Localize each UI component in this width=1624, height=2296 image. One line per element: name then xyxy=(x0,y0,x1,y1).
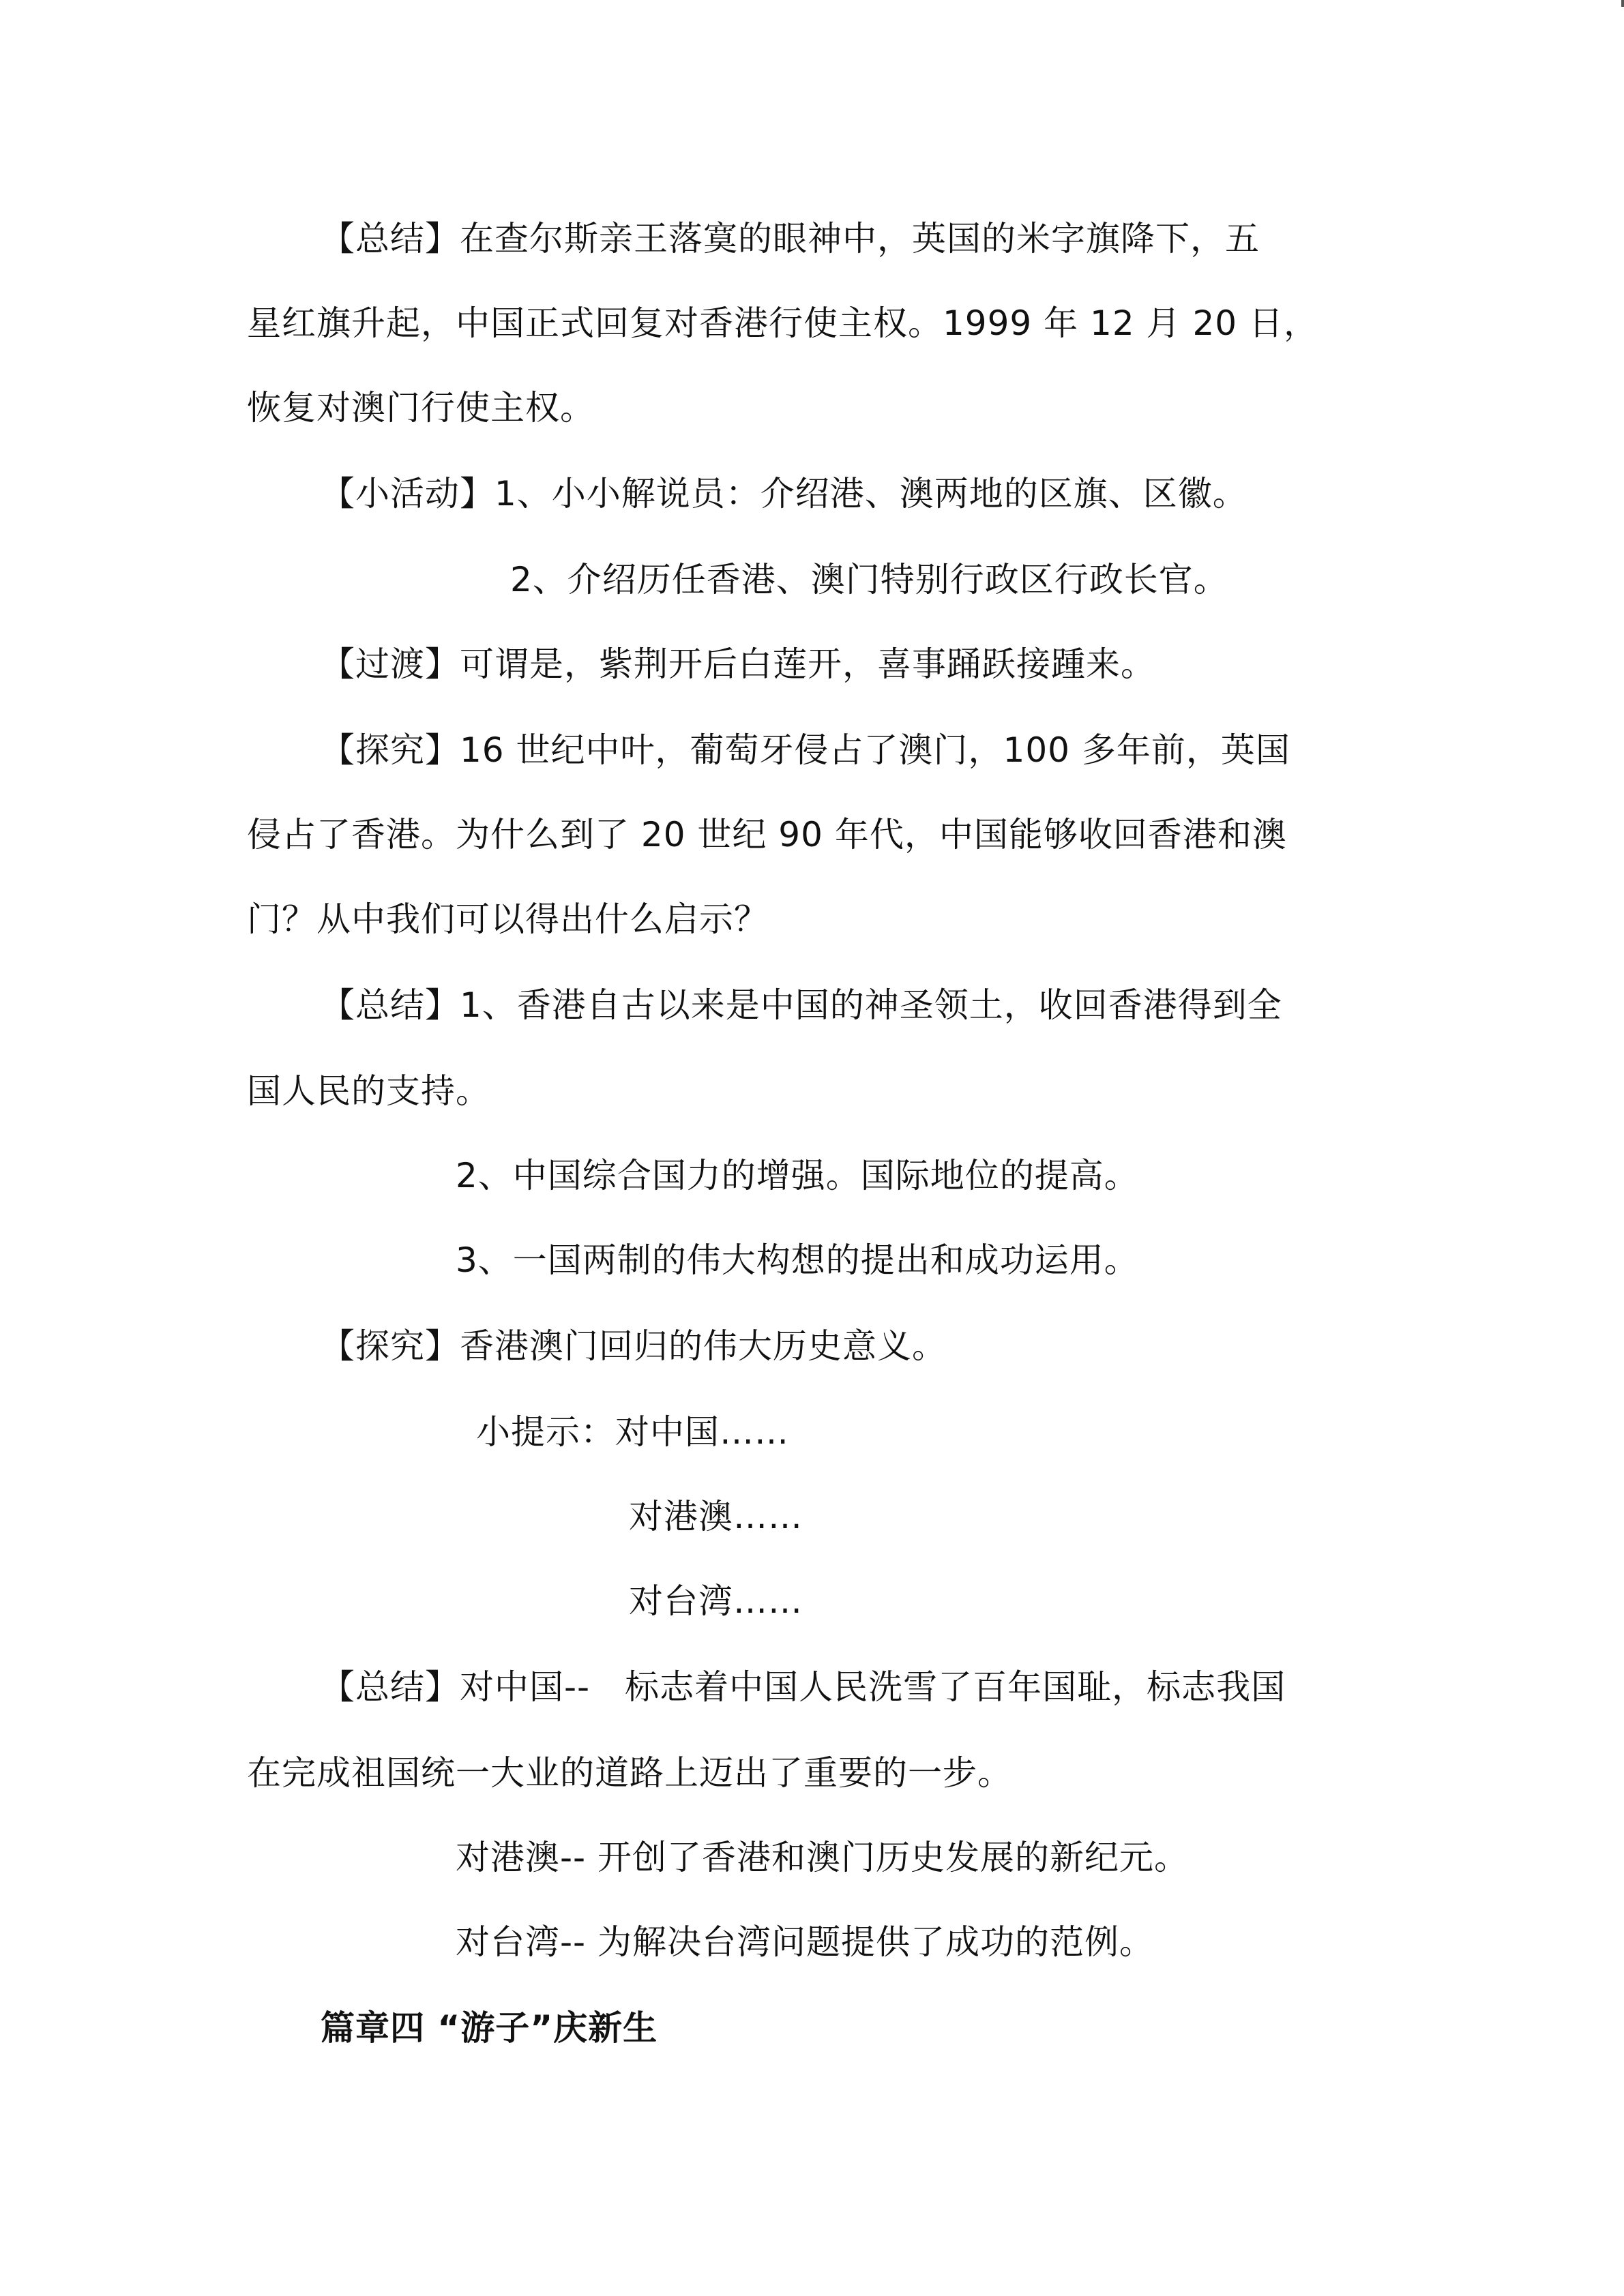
paragraph-summary-1-line-1: 【总结】在查尔斯亲王落寞的眼神中，英国的米字旗降下，五 xyxy=(321,219,1260,258)
summary-3-line-3: 对港澳-- 开创了香港和澳门历史发展的新纪元。 xyxy=(456,1838,1189,1877)
hint-line-1: 小提示：对中国…… xyxy=(476,1412,789,1452)
summary-3-line-1: 【总结】对中国-- 标志着中国人民洗雪了百年国耻，标志我国 xyxy=(321,1667,1286,1707)
summary-3-line-2: 在完成祖国统一大业的道路上迈出了重要的一步。 xyxy=(247,1753,1012,1793)
page-corner-mark xyxy=(1621,0,1624,7)
inquiry-1-line-2: 侵占了香港。为什么到了 20 世纪 90 年代，中国能够收回香港和澳 xyxy=(247,815,1287,854)
summary-2-item-3: 3、一国两制的伟大构想的提出和成功运用。 xyxy=(456,1240,1139,1280)
summary-2-item-1-line-2: 国人民的支持。 xyxy=(247,1071,490,1111)
activity-item-1: 【小活动】1、小小解说员：介绍港、澳两地的区旗、区徽。 xyxy=(321,474,1247,513)
hint-line-2: 对港澳…… xyxy=(629,1497,803,1536)
activity-item-2: 2、介绍历任香港、澳门特别行政区行政长官。 xyxy=(510,560,1228,599)
summary-3-line-4: 对台湾-- 为解决台湾问题提供了成功的范例。 xyxy=(456,1922,1154,1962)
hint-line-3: 对台湾…… xyxy=(629,1581,803,1621)
chapter-heading: 篇章四 “游子”庆新生 xyxy=(321,2008,658,2048)
inquiry-1-line-3: 门？从中我们可以得出什么启示？ xyxy=(247,899,769,939)
summary-2-item-2: 2、中国综合国力的增强。国际地位的提高。 xyxy=(456,1156,1139,1195)
transition-paragraph: 【过渡】可谓是，紫荆开后白莲开，喜事踊跃接踵来。 xyxy=(321,644,1155,684)
inquiry-2: 【探究】香港澳门回归的伟大历史意义。 xyxy=(321,1326,947,1366)
paragraph-summary-1-line-3: 恢复对澳门行使主权。 xyxy=(247,388,595,428)
summary-2-item-1-line-1: 【总结】1、香港自古以来是中国的神圣领土，收回香港得到全 xyxy=(321,985,1282,1025)
paragraph-summary-1-line-2: 星红旗升起，中国正式回复对香港行使主权。1999 年 12 月 20 日， xyxy=(247,303,1318,343)
inquiry-1-line-1: 【探究】16 世纪中叶，葡萄牙侵占了澳门，100 多年前，英国 xyxy=(321,730,1290,770)
